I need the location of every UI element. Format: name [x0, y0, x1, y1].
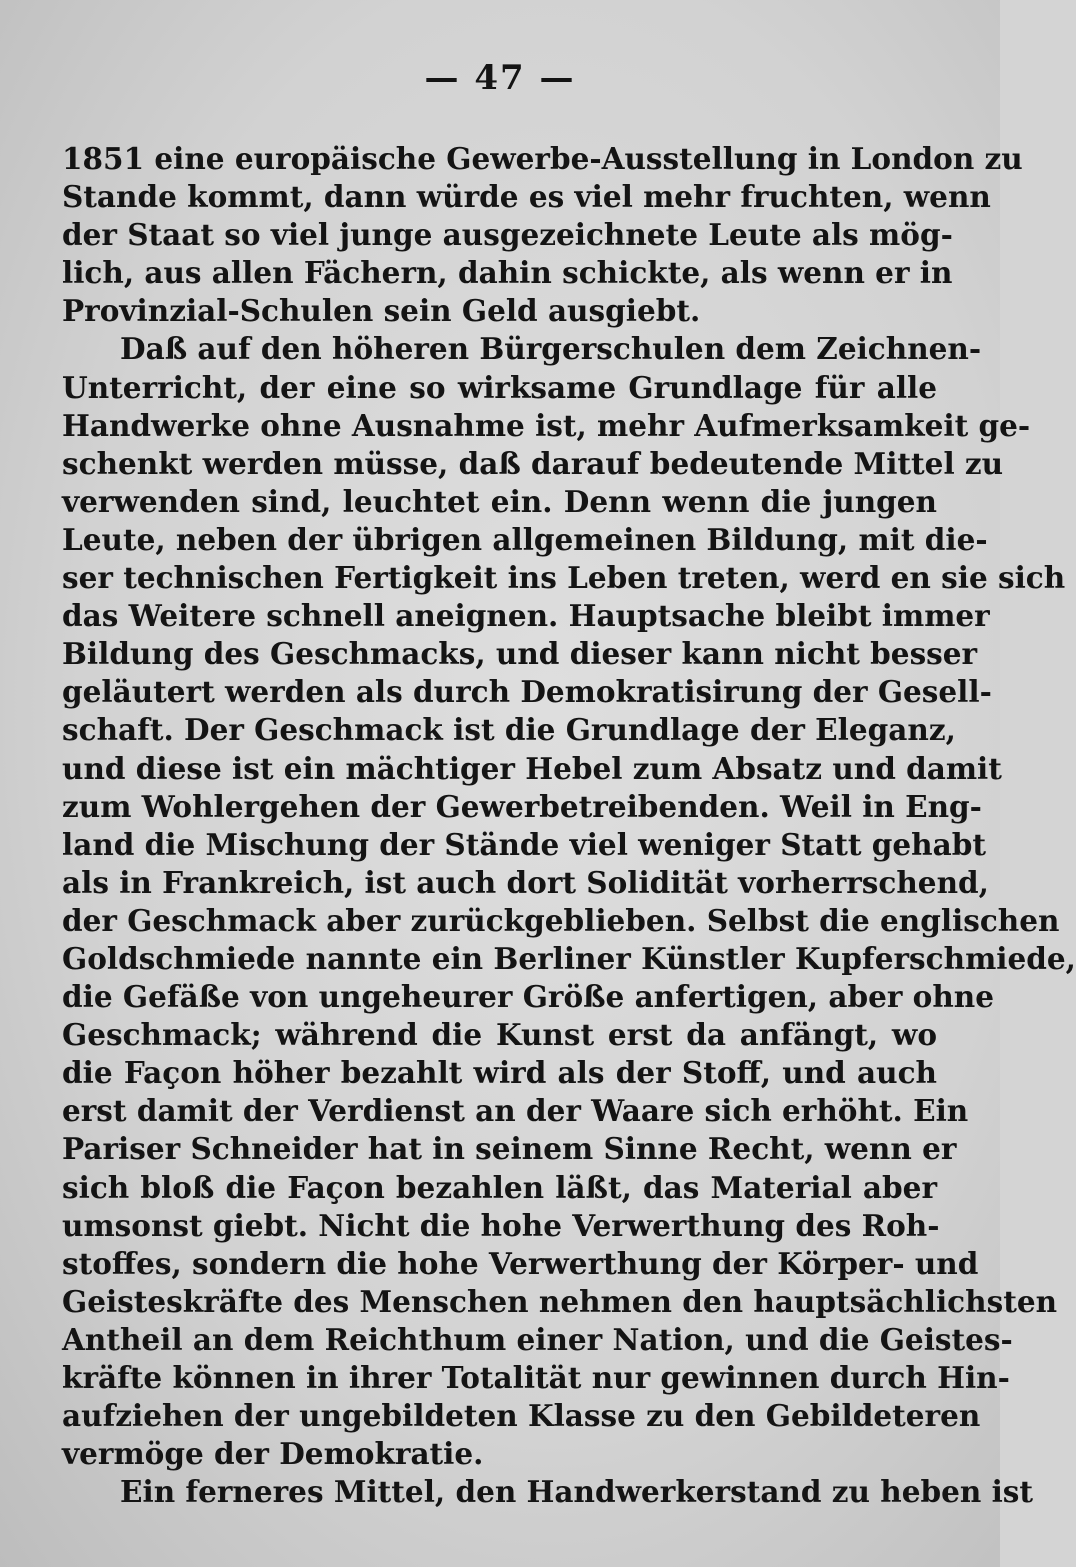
- text-line: schaft. Der Geschmack ist die Grundlage der Eleganz,: [62, 712, 956, 748]
- text-line: geläutert werden als durch Demokratisirung der Gesell-: [62, 674, 992, 710]
- text-line: Leute, neben der übrigen allgemeinen Bildung, mit die-: [62, 521, 988, 557]
- body-text: [62, 140, 1076, 1511]
- text-line: die Façon höher bezahlt wird als der Stoff, und auch: [62, 1055, 937, 1091]
- text-line: umsonst giebt. Nicht die hohe Verwerthung des Roh-: [62, 1207, 940, 1243]
- text-line: vermöge der Demokratie.: [62, 1436, 484, 1472]
- text-line: sich bloß die Façon bezahlen läßt, das Material aber: [62, 1169, 937, 1205]
- text-line: Goldschmiede nannte ein Berliner Künstler Kupferschmiede,: [62, 940, 1076, 976]
- text-line: Ein ferneres Mittel, den Handwerkerstand zu heben ist: [120, 1474, 1034, 1510]
- text-line: Geisteskräfte des Menschen nehmen den hauptsächlichsten: [62, 1283, 1058, 1319]
- text-line: Bildung des Geschmacks, und dieser kann nicht besser: [62, 636, 978, 672]
- text-line: Unterricht, der eine so wirksame Grundlage für alle: [62, 369, 937, 405]
- text-line: Antheil an dem Reichthum einer Nation, und die Geistes-: [62, 1321, 1013, 1357]
- text-line: der Staat so viel junge ausgezeichnete Leute als mög-: [62, 217, 953, 253]
- text-line: lich, aus allen Fächern, dahin schickte, als wenn er in: [62, 255, 953, 291]
- text-line: Daß auf den höheren Bürgerschulen dem Zeichnen-: [120, 331, 982, 367]
- text-line: kräfte können in ihrer Totalität nur gewinnen durch Hin-: [62, 1360, 1010, 1395]
- text-line: stoffes, sondern die hohe Verwerthung der Körper- und: [62, 1245, 979, 1281]
- text-line: das Weitere schnell aneignen. Hauptsache bleibt immer: [62, 598, 990, 634]
- text-line: zum Wohlergehen der Gewerbetreibenden. Weil in Eng-: [62, 788, 982, 824]
- text-line: der Geschmack aber zurückgeblieben. Selbst die englischen: [62, 902, 1060, 938]
- text-line: Pariser Schneider hat in seinem Sinne Recht, wenn er: [62, 1131, 957, 1167]
- text-line: 1851 eine europäische Gewerbe-Ausstellung in London zu: [62, 141, 1023, 176]
- text-line: Stande kommt, dann würde es viel mehr fruchten, wenn: [62, 179, 991, 215]
- text-line: Handwerke ohne Ausnahme ist, mehr Aufmerksamkeit ge-: [62, 407, 1031, 443]
- text-line: land die Mischung der Stände viel weniger Statt gehabt: [62, 826, 986, 862]
- text-line: ser technischen Fertigkeit ins Leben treten, werd en sie sich: [62, 560, 1066, 596]
- page-number: — 47 —: [424, 58, 576, 98]
- text-line: als in Frankreich, ist auch dort Solidität vorherrschend,: [62, 864, 989, 900]
- text-line: Geschmack; während die Kunst erst da anfängt, wo: [62, 1017, 937, 1053]
- text-line: und diese ist ein mächtiger Hebel zum Absatz und damit: [62, 750, 1002, 786]
- text-line: aufziehen der ungebildeten Klasse zu den Gebildeteren: [62, 1398, 981, 1434]
- text-line: die Gefäße von ungeheurer Größe anfertigen, aber ohne: [62, 979, 995, 1015]
- text-line: verwenden sind, leuchtet ein. Denn wenn die jungen: [62, 483, 937, 519]
- text-line: erst damit der Verdienst an der Waare sich erhöht. Ein: [62, 1093, 969, 1129]
- text-line: Provinzial-Schulen sein Geld ausgiebt.: [62, 293, 701, 329]
- text-line: schenkt werden müsse, daß darauf bedeutende Mittel zu: [62, 445, 1004, 481]
